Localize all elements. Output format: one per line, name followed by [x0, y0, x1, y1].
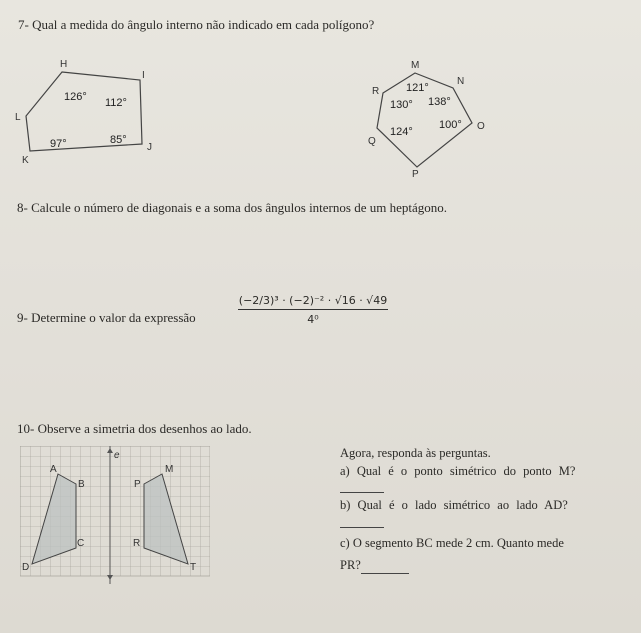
vertex-i: I: [142, 70, 145, 81]
q10-question-c-pr: PR?: [340, 558, 361, 572]
angle-o: 100°: [439, 119, 462, 131]
vertex-h: H: [60, 59, 68, 70]
label-t: T: [190, 562, 197, 573]
angle-j: 85°: [110, 134, 127, 146]
q10-symmetry-figure: [20, 446, 210, 586]
angle-n: 138°: [428, 96, 451, 108]
answer-line-b[interactable]: [340, 527, 384, 528]
answer-line-c[interactable]: [361, 558, 409, 574]
q7-left-pentagon: [0, 50, 200, 175]
q9-prefix: 9- Determine o valor da expressão: [17, 310, 196, 325]
angle-r: 130°: [390, 99, 413, 111]
axis-arrow-icon: [107, 575, 113, 580]
vertex-r: R: [372, 86, 380, 97]
label-c: C: [77, 538, 85, 549]
q10-question-c-line1: c) O segmento BC mede 2 cm. Quanto mede: [340, 536, 564, 550]
vertex-l: L: [15, 112, 21, 123]
q10-intro: Agora, responda às perguntas.: [340, 446, 491, 460]
angle-k: 97°: [50, 138, 67, 150]
q10-question-a: a) Qual é o ponto simétrico do ponto M?: [340, 464, 576, 478]
angle-q: 124°: [390, 126, 413, 138]
vertex-m: M: [411, 60, 420, 71]
angle-i: 112°: [105, 97, 127, 109]
q7-right-hexagon: [360, 55, 510, 180]
label-b: B: [78, 479, 85, 490]
q10-question-c-line2: [340, 558, 409, 574]
q8-title: 8- Calcule o número de diagonais e a soma dos ângulos internos de um heptágono.: [17, 200, 447, 215]
vertex-k: K: [22, 155, 29, 166]
vertex-o: O: [477, 121, 485, 132]
angle-h: 126°: [64, 91, 87, 103]
q10-title: 10- Observe a simetria dos desenhos ao lado.: [17, 421, 252, 436]
label-m: M: [165, 464, 174, 475]
q9-numerator: (−2/3)³ · (−2)⁻² · √16 · √49: [238, 294, 388, 310]
q10-question-b: b) Qual é o lado simétrico ao lado AD?: [340, 498, 568, 512]
q7-title: 7- Qual a medida do ângulo interno não indicado em cada polígono?: [18, 17, 375, 32]
q9-denominator: 4⁰: [307, 313, 319, 326]
label-p: P: [134, 479, 141, 490]
vertex-n: N: [457, 76, 465, 87]
axis-label: e: [114, 450, 120, 461]
label-d: D: [22, 562, 30, 573]
q9-expression: [238, 294, 388, 326]
answer-line-a[interactable]: [340, 492, 384, 493]
vertex-p: P: [412, 169, 419, 180]
label-a: A: [50, 464, 57, 475]
vertex-q: Q: [368, 136, 376, 147]
angle-m: 121°: [406, 82, 429, 94]
label-r: R: [133, 538, 141, 549]
vertex-j: J: [147, 142, 152, 153]
